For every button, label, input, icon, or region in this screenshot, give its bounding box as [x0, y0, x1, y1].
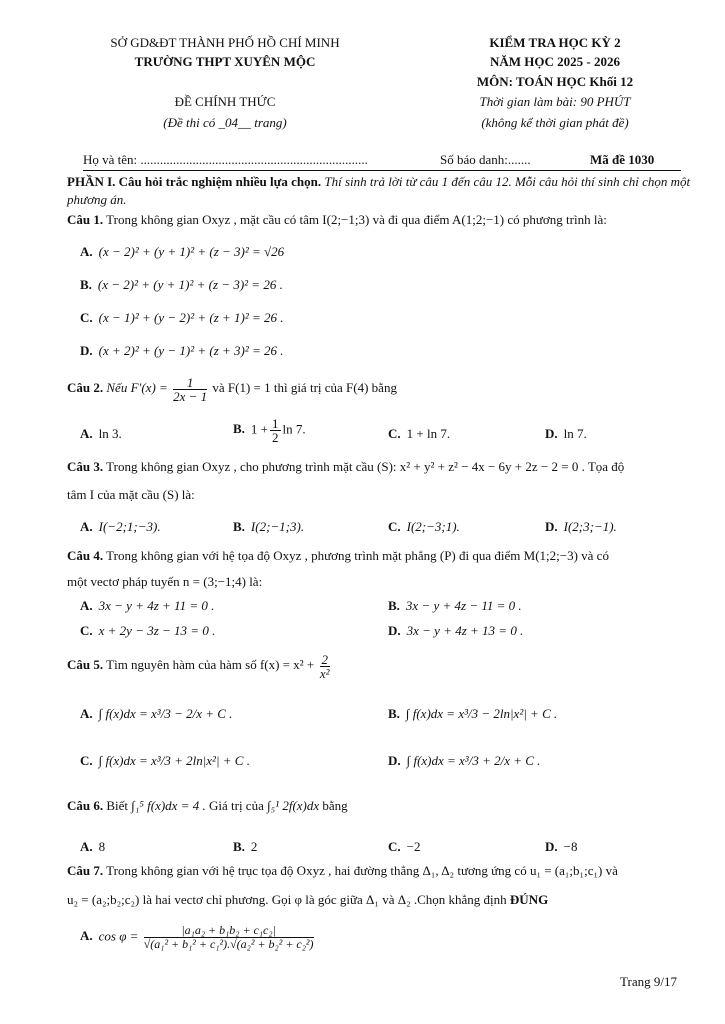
q1-option-c[interactable]: C. (x − 1)² + (y − 2)² + (z + 1)² = 26 .	[80, 310, 284, 325]
duration: Thời gian làm bài: 90 PHÚT	[479, 94, 631, 109]
q6-option-c[interactable]: C. −2	[388, 839, 421, 854]
q5-option-c[interactable]: C. ∫ f(x)dx = x³/3 + 2ln|x²| + C .	[80, 753, 250, 768]
q3-option-a[interactable]: A. I(−2;1;−3).	[80, 519, 161, 534]
q4-option-d[interactable]: D. 3x − y + 4z + 13 = 0 .	[388, 623, 524, 638]
question-7	[67, 862, 693, 880]
q3-option-b[interactable]: B. I(2;−1;3).	[233, 519, 305, 534]
question-7-line2: u₂ = (a₂;b₂;c₂) là hai vectơ chỉ phương. Gọi φ là góc giữa Δ₁ và Δ₂ .Chọn khẳng định ĐÚNG	[67, 892, 549, 907]
q1-option-d[interactable]: D. (x + 2)² + (y − 1)² + (z + 3)² = 26 .	[80, 343, 284, 358]
question-4	[67, 547, 693, 565]
q2-option-c[interactable]: C. 1 + ln 7.	[388, 426, 451, 441]
q1-option-a[interactable]: A. (x − 2)² + (y + 1)² + (z − 3)² = √26	[80, 244, 285, 259]
page-count-note: (Đề thi có _04__ trang)	[163, 115, 287, 130]
q6-option-b[interactable]: B. 2	[233, 839, 258, 854]
question-7-label: Câu 7.	[67, 863, 104, 878]
student-id-field: Số báo danh:.......	[440, 152, 531, 167]
q3-option-d[interactable]: D. I(2;3;−1).	[545, 519, 617, 534]
q4-option-a[interactable]: A. 3x − y + 4z + 11 = 0 .	[80, 598, 215, 613]
page-number: Trang 9/17	[620, 974, 677, 989]
exam-code: Mã đề 1030	[590, 152, 655, 167]
question-2-label: Câu 2.	[67, 380, 104, 395]
department-name: SỞ GD&ĐT THÀNH PHỐ HỒ CHÍ MINH	[110, 35, 340, 50]
q2-fraction: $\frac{1}{2x - 1}$	[173, 374, 208, 404]
q2-option-a[interactable]: A. ln 3.	[80, 426, 122, 441]
q5-option-b[interactable]: B. ∫ f(x)dx = x³/3 − 2ln|x²| + C .	[388, 706, 558, 721]
question-5-text: Tìm nguyên hàm của hàm số f(x) = x² +	[106, 657, 315, 672]
question-4-line2: một vectơ pháp tuyến n = (3;−1;4) là:	[67, 574, 263, 589]
student-name-field: Họ và tên: ......................................................................	[83, 152, 368, 167]
q5-option-a[interactable]: A. ∫ f(x)dx = x³/3 − 2/x + C .	[80, 706, 233, 721]
part1-title: PHẦN I. Câu hỏi trắc nghiệm nhiều lựa chọn.	[67, 174, 322, 189]
official-label: ĐỀ CHÍNH THỨC	[174, 94, 276, 109]
q1-option-b[interactable]: B. (x − 2)² + (y + 1)² + (z − 3)² = 26 .	[80, 277, 283, 292]
q4-option-b[interactable]: B. 3x − y + 4z − 11 = 0 .	[388, 598, 522, 613]
part1-instruction: Thí sinh trả lời từ câu 1 đến câu 12. Mỗi câu hỏi thí sinh chỉ chọn một phương án.	[67, 174, 691, 207]
q4-option-c[interactable]: C. x + 2y − 3z − 13 = 0 .	[80, 623, 216, 638]
q2-option-b[interactable]: B. 1 + $\frac{1}{2}$ ln 7.	[233, 416, 306, 445]
question-4-text: Trong không gian với hệ tọa độ Oxyz , phương trình mặt phẳng (P) đi qua điểm M(1;2;−3) và có	[106, 548, 609, 563]
subject: MÔN: TOÁN HỌC Khối 12	[476, 74, 634, 89]
question-2: Câu 2. Nếu F′(x) = $\frac{1}{2x - 1}$ và F(1) = 1 thì giá trị của F(4) bằng	[67, 374, 397, 404]
duration-note: (không kể thời gian phát đề)	[481, 115, 629, 130]
question-3-label: Câu 3.	[67, 459, 104, 474]
q6-option-d[interactable]: D. −8	[545, 839, 578, 854]
question-6-label: Câu 6.	[67, 798, 104, 813]
exam-title: KIỂM TRA HỌC KỲ 2	[489, 35, 621, 50]
question-6: Câu 6. Biết ∫₁⁵ f(x)dx = 4 . Giá trị của ∫₅¹ 2f(x)dx bằng	[67, 798, 348, 813]
question-5-label: Câu 5.	[67, 657, 104, 672]
q7-option-a[interactable]: A. cos φ = $\frac{\text{|a₁a₂ + b₁b₂ + c₁c₂|}}{\text{√(a₁² + b₁² + c₁²).√(a₂² + b₂² + c₂²)}}$	[80, 923, 314, 951]
question-7-text: Trong không gian với hệ trục tọa độ Oxyz , hai đường thẳng Δ₁, Δ₂ tương ứng có u₁ = (a₁;b₁;c₁) và	[106, 863, 618, 878]
question-5: Câu 5. Tìm nguyên hàm của hàm số f(x) = x² + $\frac{2}{\text{x²}}$	[67, 651, 330, 681]
q3-option-c[interactable]: C. I(2;−3;1).	[388, 519, 460, 534]
q6-option-a[interactable]: A. 8	[80, 839, 106, 854]
school-year: NĂM HỌC 2025 - 2026	[490, 54, 620, 69]
question-3	[67, 458, 693, 476]
part1-heading	[67, 173, 693, 209]
q2-option-d[interactable]: D. ln 7.	[545, 426, 587, 441]
question-1-label: Câu 1.	[67, 212, 104, 227]
q6-integral-asked: ∫₅¹ 2f(x)dx	[267, 798, 320, 813]
q6-integral-given: ∫₁⁵ f(x)dx = 4 .	[131, 798, 206, 813]
question-3-line2: tâm I của mặt cầu (S) là:	[67, 487, 195, 502]
q5-option-d[interactable]: D. ∫ f(x)dx = x³/3 + 2/x + C .	[388, 753, 541, 768]
question-1	[67, 211, 693, 229]
question-3-text: Trong không gian Oxyz , cho phương trình mặt cầu (S): x² + y² + z² − 4x − 6y + 2z − 2 = 0 . Tọa độ	[106, 459, 625, 474]
school-name: TRƯỜNG THPT XUYÊN MỘC	[134, 54, 316, 69]
question-4-label: Câu 4.	[67, 548, 104, 563]
question-1-text: Trong không gian Oxyz , mặt cầu có tâm I(2;−1;3) và đi qua điểm A(1;2;−1) có phương trình là:	[106, 212, 607, 227]
header-divider	[83, 170, 681, 171]
